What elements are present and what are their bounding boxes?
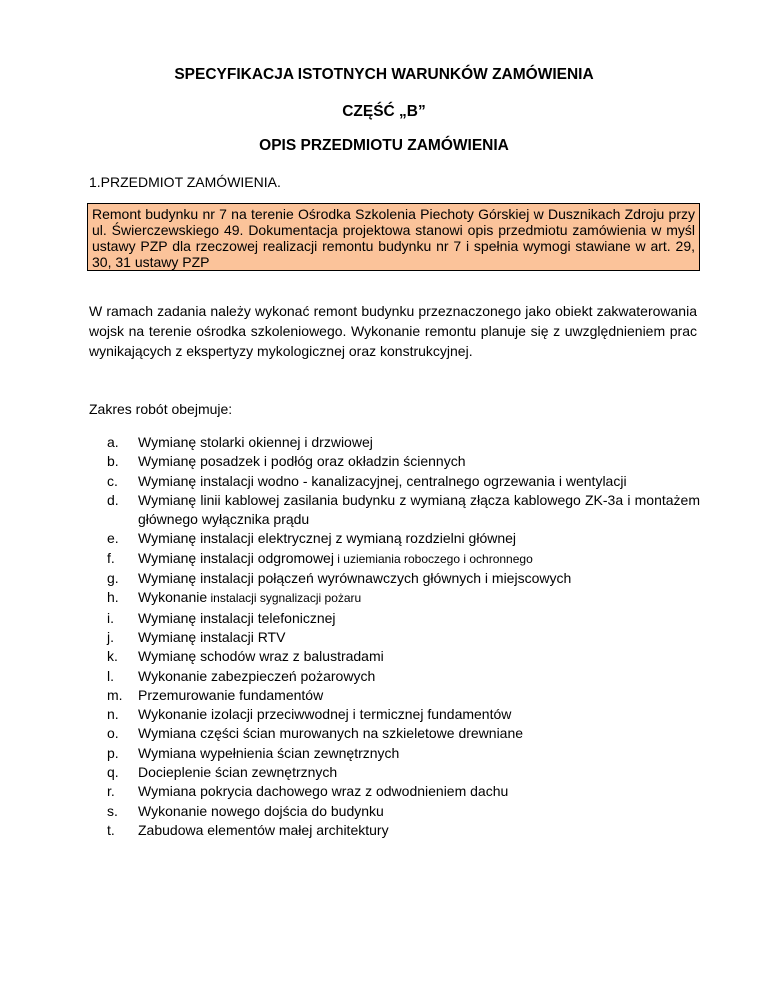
list-item-text (138, 647, 700, 666)
list-item-marker: e. (107, 530, 119, 547)
list-item (107, 588, 700, 608)
list-item (107, 724, 700, 743)
list-item-marker: l. (107, 667, 114, 684)
list-item-text (138, 782, 700, 801)
list-item (107, 628, 700, 647)
list-item (107, 744, 700, 763)
list-item (107, 452, 700, 471)
section-title: 1.PRZEDMIOT ZAMÓWIENIA. (89, 174, 281, 190)
list-item-text (138, 433, 700, 452)
part-heading: CZĘŚĆ „B” (342, 103, 426, 120)
list-item-marker: n. (107, 706, 119, 723)
list-item-marker: p. (107, 744, 119, 761)
list-item (107, 802, 700, 821)
list-item-marker: i. (107, 609, 114, 626)
list-item-text (138, 609, 700, 628)
list-item-main-text: Wykonanie izolacji przeciwwodnej i termicznej fundamentów (138, 706, 512, 723)
list-item-marker: q. (107, 764, 119, 781)
list-item-main-text: Przemurowanie fundamentów (138, 686, 324, 703)
list-item (107, 686, 700, 705)
list-item-main-text: Wymianę instalacji połączeń wyrównawczych głównych i miejscowych (138, 570, 572, 587)
list-item (107, 705, 700, 724)
list-item-text (138, 724, 700, 743)
list-item-marker: c. (107, 472, 118, 489)
list-item-main-text: Wykonanie (138, 589, 208, 606)
list-item-marker: k. (107, 648, 118, 665)
scope-label: Zakres robót obejmuje: (89, 401, 233, 417)
intro-paragraph: W ramach zadania należy wykonać remont budynku przeznaczonego jako obiekt zakwaterowania wojsk na terenie ośrodka szkoleniowego. Wykonanie remontu planuje się z uwzględnieniem prac wynikających z ekspertyzy mykologicznej oraz konstrukcyjnej. (89, 303, 697, 359)
list-item-text (138, 744, 700, 763)
list-item-main-text: Docieplenie ścian zewnętrznych (138, 764, 338, 781)
list-item-text (138, 686, 700, 705)
list-item-text (138, 667, 700, 686)
list-item-main-text: Wymianę instalacji elektrycznej z wymianą rozdzielni głównej (138, 530, 517, 547)
list-item (107, 609, 700, 628)
list-item-main-text: Wymianę linii kablowej zasilania budynku z wymianą złącza kablowego ZK-3a i montażem głównego wyłącznika prądu (138, 491, 700, 528)
list-item-text (138, 802, 700, 821)
works-list (107, 433, 700, 840)
list-item-marker: m. (107, 686, 123, 703)
list-item-marker: t. (107, 821, 115, 838)
list-item-text (138, 821, 700, 840)
list-item-main-text: Wymianę stolarki okiennej i drzwiowej (138, 434, 373, 450)
list-item (107, 667, 700, 686)
list-item-marker: s. (107, 802, 118, 819)
list-item-main-text: Wymianę instalacji wodno - kanalizacyjnej, centralnego ogrzewania i wentylacji (138, 472, 627, 489)
list-item-main-text: Wymianę instalacji odgromowej (138, 549, 334, 566)
list-item-main-text: Wymianę posadzek i podłóg oraz okładzin ściennych (138, 453, 466, 470)
list-item-text (138, 452, 700, 471)
list-item-marker: g. (107, 570, 119, 587)
document-title: SPECYFIKACJA ISTOTNYCH WARUNKÓW ZAMÓWIENIA (174, 66, 594, 83)
list-item (107, 491, 700, 530)
subject-heading: OPIS PRZEDMIOTU ZAMÓWIENIA (259, 137, 509, 154)
list-item-main-text: Wymianę instalacji telefonicznej (138, 609, 336, 626)
list-item-marker: b. (107, 453, 119, 470)
list-item-small-text: instalacji sygnalizacji pożaru (207, 591, 362, 606)
list-item (107, 472, 700, 491)
list-item-main-text: Wymiana części ścian murowanych na szkieletowe drewniane (138, 725, 524, 742)
list-item-main-text: Wykonanie zabezpieczeń pożarowych (138, 667, 376, 684)
list-item-main-text: Wykonanie nowego dojścia do budynku (138, 802, 384, 819)
list-item-marker: r. (107, 783, 115, 800)
list-item (107, 821, 700, 840)
list-item-text (138, 569, 700, 588)
list-item (107, 433, 700, 452)
list-item-main-text: Zabudowa elementów małej architektury (138, 821, 389, 838)
list-item-marker: h. (107, 589, 119, 606)
list-item-main-text: Wymiana wypełnienia ścian zewnętrznych (138, 744, 400, 761)
list-item-text (138, 763, 700, 782)
list-item-text (138, 705, 700, 724)
list-item (107, 782, 700, 801)
list-item-small-text: i uziemiania roboczego i ochronnego (333, 551, 533, 566)
list-item-text (138, 549, 700, 569)
list-item (107, 763, 700, 782)
list-item (107, 647, 700, 666)
list-item (107, 549, 700, 569)
list-item-marker: j. (107, 628, 114, 645)
list-item-text (138, 529, 700, 548)
list-item-text (138, 588, 700, 608)
list-item-main-text: Wymianę schodów wraz z balustradami (138, 648, 384, 665)
highlighted-subject-box: Remont budynku nr 7 na terenie Ośrodka Szkolenia Piechoty Górskiej w Dusznikach Zdroju przy ul. Świerczewskiego 49. Dokumentacja projektowa stanowi opis przedmiotu zamówienia w myśl ustawy PZP dla rzeczowej realizacji remontu budynku nr 7 i spełnia wymogi stawiane w art. 29, 30, 31 ustawy PZP (87, 203, 700, 271)
list-item (107, 529, 700, 548)
list-item-marker: d. (107, 491, 119, 508)
list-item-main-text: Wymianę instalacji RTV (138, 628, 286, 645)
list-item-marker: o. (107, 725, 119, 742)
list-item-marker: f. (107, 549, 115, 566)
list-item-main-text: Wymiana pokrycia dachowego wraz z odwodnieniem dachu (138, 783, 509, 800)
list-item-text (138, 628, 700, 647)
list-item-marker: a. (107, 434, 119, 450)
list-item-text (138, 472, 700, 491)
list-item-text (138, 491, 700, 530)
list-item (107, 569, 700, 588)
